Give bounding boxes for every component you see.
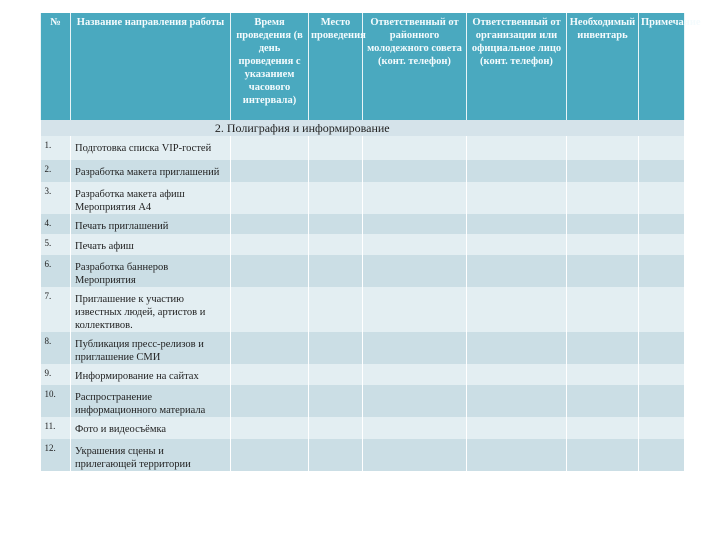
table-row (41, 234, 685, 255)
plan-table (40, 13, 701, 471)
cell-note[interactable] (639, 364, 685, 385)
cell-responsible-council[interactable] (363, 214, 467, 234)
table-row (41, 136, 685, 160)
cell-responsible-council[interactable] (363, 287, 467, 332)
cell-inventory[interactable] (567, 364, 639, 385)
cell-inventory[interactable] (567, 417, 639, 439)
cell-time[interactable] (231, 364, 309, 385)
cell-responsible-council[interactable] (363, 364, 467, 385)
row-number: 10. (41, 385, 71, 417)
cell-responsible-council[interactable] (363, 234, 467, 255)
row-name: Украшения сцены и прилегающей территории (71, 439, 231, 471)
row-number: 5. (41, 234, 71, 255)
cell-responsible-council[interactable] (363, 136, 467, 160)
row-number: 2. (41, 160, 71, 182)
cell-place[interactable] (309, 255, 363, 287)
section-row (41, 120, 685, 136)
table-row (41, 182, 685, 214)
table-row (41, 287, 685, 332)
cell-note[interactable] (639, 287, 685, 332)
table-row (41, 417, 685, 439)
cell-responsible-council[interactable] (363, 417, 467, 439)
row-name: Публикация пресс-релизов и приглашение СМИ (71, 332, 231, 364)
row-name: Фото и видеосъёмка (71, 417, 231, 439)
cell-note[interactable] (639, 136, 685, 160)
cell-responsible-org[interactable] (467, 332, 567, 364)
row-name: Печать приглашений (71, 214, 231, 234)
row-name: Подготовка списка VIP-гостей (71, 136, 231, 160)
header-time: Время проведения (в день проведения с указанием часового интервала) (231, 13, 309, 120)
row-number: 4. (41, 214, 71, 234)
table-row (41, 255, 685, 287)
header-place: Место проведения (309, 13, 363, 120)
row-name: Распространение информационного материала (71, 385, 231, 417)
cell-responsible-org[interactable] (467, 136, 567, 160)
cell-responsible-org[interactable] (467, 182, 567, 214)
cell-time[interactable] (231, 160, 309, 182)
section-title: 2. Полиграфия и информирование (214, 121, 390, 135)
table-row (41, 160, 685, 182)
cell-inventory[interactable] (567, 332, 639, 364)
cell-responsible-council[interactable] (363, 332, 467, 364)
cell-time[interactable] (231, 385, 309, 417)
cell-time[interactable] (231, 234, 309, 255)
cell-responsible-council[interactable] (363, 385, 467, 417)
table-row (41, 364, 685, 385)
row-number: 12. (41, 439, 71, 471)
cell-place[interactable] (309, 160, 363, 182)
cell-note[interactable] (639, 439, 685, 471)
cell-inventory[interactable] (567, 234, 639, 255)
header-num: № (41, 13, 71, 120)
table-row (41, 439, 685, 471)
cell-responsible-council[interactable] (363, 255, 467, 287)
cell-place[interactable] (309, 287, 363, 332)
cell-place[interactable] (309, 417, 363, 439)
cell-responsible-org[interactable] (467, 160, 567, 182)
header-name: Название направления работы (71, 13, 231, 120)
row-name: Разработка макета афиш Мероприятия А4 (71, 182, 231, 214)
row-name: Приглашение к участию известных людей, артистов и коллективов. (71, 287, 231, 332)
table-row (41, 385, 685, 417)
row-number: 1. (41, 136, 71, 160)
cell-responsible-org[interactable] (467, 385, 567, 417)
cell-place[interactable] (309, 182, 363, 214)
cell-time[interactable] (231, 214, 309, 234)
cell-responsible-org[interactable] (467, 417, 567, 439)
header-responsible-council: Ответственный от районного молодежного совета (конт. телефон) (363, 13, 467, 120)
cell-time[interactable] (231, 287, 309, 332)
row-name: Разработка макета приглашений (71, 160, 231, 182)
cell-place[interactable] (309, 234, 363, 255)
cell-place[interactable] (309, 364, 363, 385)
cell-responsible-org[interactable] (467, 364, 567, 385)
cell-place[interactable] (309, 439, 363, 471)
row-name: Печать афиш (71, 234, 231, 255)
cell-responsible-org[interactable] (467, 255, 567, 287)
row-number: 6. (41, 255, 71, 287)
cell-inventory[interactable] (567, 385, 639, 417)
cell-note[interactable] (639, 160, 685, 182)
cell-responsible-org[interactable] (467, 439, 567, 471)
cell-responsible-org[interactable] (467, 234, 567, 255)
cell-note[interactable] (639, 214, 685, 234)
row-number: 8. (41, 332, 71, 364)
cell-place[interactable] (309, 332, 363, 364)
row-number: 3. (41, 182, 71, 214)
cell-inventory[interactable] (567, 439, 639, 471)
cell-note[interactable] (639, 385, 685, 417)
cell-note[interactable] (639, 255, 685, 287)
row-name: Информирование на сайтах (71, 364, 231, 385)
cell-time[interactable] (231, 182, 309, 214)
cell-place[interactable] (309, 385, 363, 417)
header-inventory: Необходимый инвентарь (567, 13, 639, 120)
cell-responsible-council[interactable] (363, 182, 467, 214)
cell-time[interactable] (231, 439, 309, 471)
row-number: 11. (41, 417, 71, 439)
cell-time[interactable] (231, 417, 309, 439)
cell-responsible-org[interactable] (467, 214, 567, 234)
table-row (41, 214, 685, 234)
cell-responsible-council[interactable] (363, 160, 467, 182)
header-row (41, 13, 685, 120)
cell-note[interactable] (639, 332, 685, 364)
cell-inventory[interactable] (567, 287, 639, 332)
cell-inventory[interactable] (567, 136, 639, 160)
cell-responsible-council[interactable] (363, 439, 467, 471)
header-responsible-org: Ответственный от организации или официальное лицо (конт. телефон) (467, 13, 567, 120)
cell-note[interactable] (639, 182, 685, 214)
cell-place[interactable] (309, 214, 363, 234)
cell-inventory[interactable] (567, 255, 639, 287)
cell-time[interactable] (231, 255, 309, 287)
row-number: 9. (41, 364, 71, 385)
cell-inventory[interactable] (567, 160, 639, 182)
cell-note[interactable] (639, 417, 685, 439)
cell-inventory[interactable] (567, 182, 639, 214)
row-number: 7. (41, 287, 71, 332)
cell-note[interactable] (639, 234, 685, 255)
cell-time[interactable] (231, 136, 309, 160)
header-note: Примечание (639, 13, 685, 120)
cell-responsible-org[interactable] (467, 287, 567, 332)
cell-inventory[interactable] (567, 214, 639, 234)
row-name: Разработка баннеров Мероприятия (71, 255, 231, 287)
cell-time[interactable] (231, 332, 309, 364)
table-row (41, 332, 685, 364)
cell-place[interactable] (309, 136, 363, 160)
